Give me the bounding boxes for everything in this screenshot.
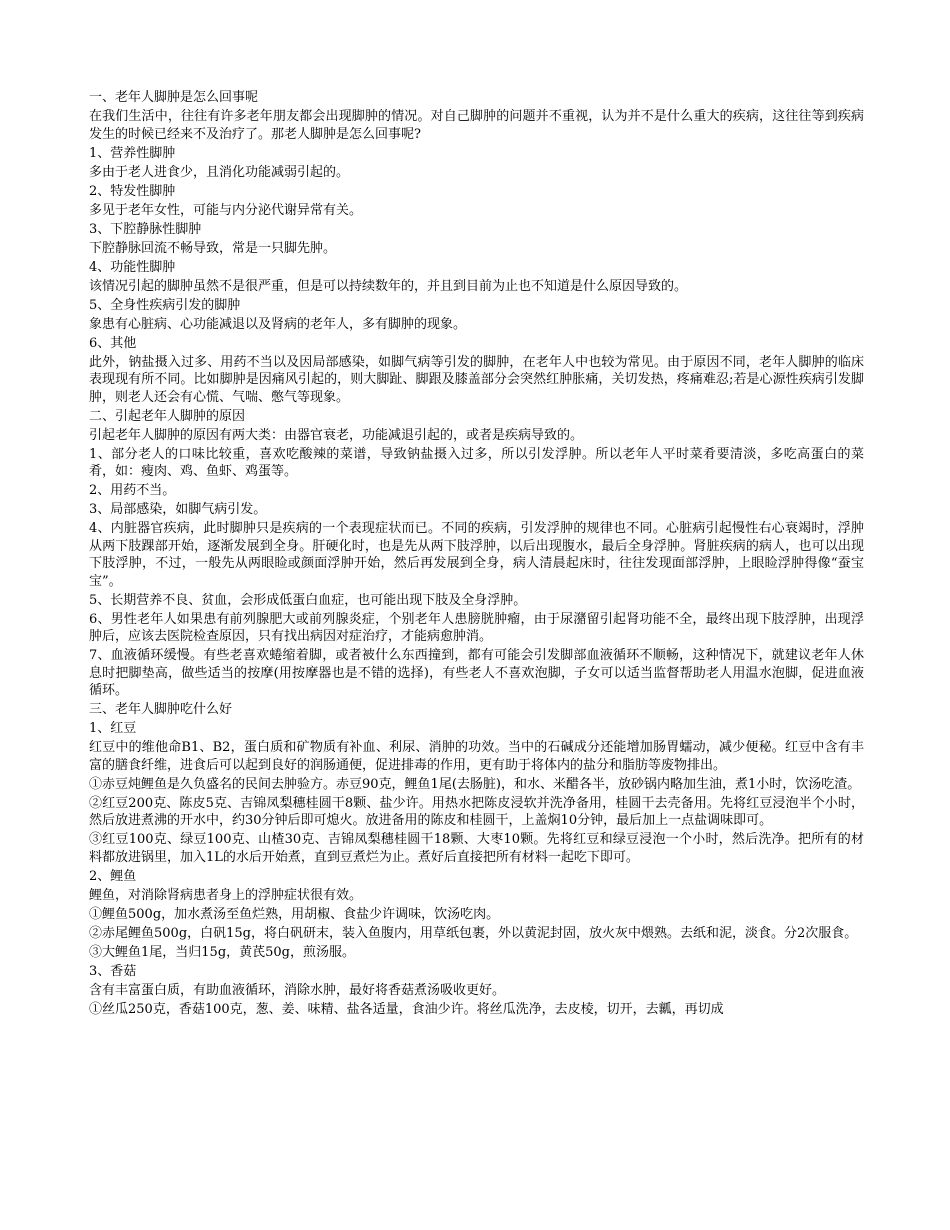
paragraph-text: 1、部分老人的口味比较重，喜欢吃酸辣的菜谱，导致钠盐摄入过多，所以引发浮肿。所以老年人平时菜肴要清淡，多吃高蛋白的菜肴，如：瘦肉、鸡、鱼虾、鸡蛋等。 [89,446,864,479]
paragraph-text: 红豆中的维他命B1、B2，蛋白质和矿物质有补血、利尿、消肿的功效。当中的石碱成分还能增加肠胃蠕动，减少便秘。红豆中含有丰富的膳食纤维，进食后可以起到良好的润肠通便，促进排毒的作用，更有助于将体内的盐分和脂肪等废物排出。 [89,740,864,773]
paragraph-text: ③大鲤鱼1尾，当归15g，黄芪50g，煎汤服。 [89,944,355,960]
section-heading: 3、下腔静脉性脚肿 [89,221,202,237]
paragraph-text: 多由于老人进食少，且消化功能减弱引起的。 [89,164,350,180]
paragraph-text: ①赤豆炖鲤鱼是久负盛名的民间去肿验方。赤豆90克，鲤鱼1尾(去肠脏)，和水、米醋各半，放砂锅内略加生油，煮1小时，饮汤吃渣。 [89,776,861,792]
section-heading: 一、老年人脚肿是怎么回事呢 [89,90,259,105]
paragraph-text: ②赤尾鲤鱼500g，白矾15g，将白矾研末，装入鱼腹内，用草纸包裹，外以黄泥封固，放火灰中煨熟。去纸和泥，淡食。分2次服食。 [89,925,858,941]
paragraph-text: 7、血液循环缓慢。有些老喜欢蜷缩着脚，或者被什么东西撞到，都有可能会引发脚部血液循环不顺畅，这种情况下，就建议老年人休息时把脚垫高，做些适当的按摩(用按摩器也是不错的选择)，有些老人不喜欢泡脚，子女可以适当监督帮助老人用温水泡脚，促进血液循环。 [89,648,864,698]
paragraph-text: 含有丰富蛋白质，有助血液循环，消除水肿，最好将香菇煮汤吸收更好。 [89,982,506,998]
section-heading: 二、引起老年人脚肿的原因 [89,408,246,424]
section-heading: 2、特发性脚肿 [89,183,176,199]
paragraph-text: 此外，钠盐摄入过多、用药不当以及因局部感染，如脚气病等引发的脚肿，在老年人中也较为常见。由于原因不同，老年人脚肿的临床表现现有所不同。比如脚肿是因痛风引起的，则大脚趾、脚跟及膝盖部分会突然红肿胀痛，关切发热，疼痛难忍;若是心源性疾病引发脚肿，则老人还会有心慌、气喘、憋气等现象。 [89,354,864,405]
paragraph-text: ①丝瓜250克，香菇100克，葱、姜、味精、盐各适量，食油少许。将丝瓜洗净，去皮棱，切开，去瓤，再切成 [89,1001,724,1017]
section-heading: 2、鲤鱼 [89,868,137,884]
paragraph-text: 多见于老年女性，可能与内分泌代谢异常有关。 [89,202,363,218]
paragraph-text: ②红豆200克、陈皮5克、吉锦凤梨穗桂圆干8颗、盐少许。用热水把陈皮浸软并洗净备用，桂圆干去壳备用。先将红豆浸泡半个小时，然后放进煮沸的开水中，约30分钟后即可熄火。放进备用的陈皮和桂圆干，上盖焖10分钟，最后加上一点盐调味即可。 [89,795,864,828]
paragraph-text: 在我们生活中，往往有许多老年朋友都会出现脚肿的情况。对自己脚肿的问题并不重视，认为并不是什么重大的疾病，这往往等到疾病发生的时候已经来不及治疗了。那老人脚肿是怎么回事呢? [89,109,864,142]
section-heading: 1、红豆 [89,721,137,736]
section-heading: 5、全身性疾病引发的脚肿 [89,297,241,313]
document-body [89,89,864,1020]
section-heading: 4、功能性脚肿 [89,259,176,275]
paragraph-text: 4、内脏器官疾病，此时脚肿只是疾病的一个表现症状而已。不同的疾病，引发浮肿的规律也不同。心脏病引起慢性右心衰竭时，浮肿从两下肢踝部开始，逐渐发展到全身。肝硬化时，也是先从两下肢浮肿，以后出现腹水，最后全身浮肿。肾脏疾病的病人，也可以出现下肢浮肿，不过，一般先从两眼睑或颜面浮肿开始，然后再发展到全身，病人清晨起床时，往往发现面部浮肿，上眼睑浮肿得像“蚕宝宝”。 [89,521,864,589]
paragraph-text: ③红豆100克、绿豆100克、山楂30克、吉锦凤梨穗桂圆干18颗、大枣10颗。先将红豆和绿豆浸泡一个小时，然后洗净。把所有的材料都放进锅里，加入1L的水后开始煮，直到豆煮烂为止。煮好后直接把所有材料一起吃下即可。 [89,832,864,865]
paragraph-text: 6、男性老年人如果患有前列腺肥大或前列腺炎症，个别老年人患膀胱肿瘤，由于尿潴留引起肾功能不全，最终出现下肢浮肿，出现浮肿后，应该去医院检查原因，只有找出病因对症治疗，才能病愈肿消。 [89,611,864,644]
paragraph-text: 5、长期营养不良、贫血，会形成低蛋白血症，也可能出现下肢及全身浮肿。 [89,592,527,608]
paragraph-text: 2、用药不当。 [89,483,176,498]
section-heading: 三、老年人脚肿吃什么好 [89,702,233,717]
section-heading: 6、其他 [89,335,137,351]
paragraph-text: 鲤鱼，对消除肾病患者身上的浮肿症状很有效。 [89,887,363,903]
paragraph-text: 引起老年人脚肿的原因有两大类：由器官衰老，功能减退引起的，或者是疾病导致的。 [89,427,584,443]
paragraph-text: 该情况引起的脚肿虽然不是很严重，但是可以持续数年的，并且到目前为止也不知道是什么原因导致的。 [89,278,688,294]
paragraph-text: 3、局部感染，如脚气病引发。 [89,502,267,517]
section-heading: 1、营养性脚肿 [89,145,176,161]
paragraph-text: ①鲤鱼500g，加水煮汤至鱼烂熟，用胡椒、食盐少许调味，饮汤吃肉。 [89,906,500,922]
paragraph-text: 象患有心脏病、心功能减退以及肾病的老年人，多有脚肿的现象。 [89,316,467,332]
section-heading: 3、香菇 [89,963,137,979]
paragraph-text: 下腔静脉回流不畅导致，常是一只脚先肿。 [89,240,337,256]
